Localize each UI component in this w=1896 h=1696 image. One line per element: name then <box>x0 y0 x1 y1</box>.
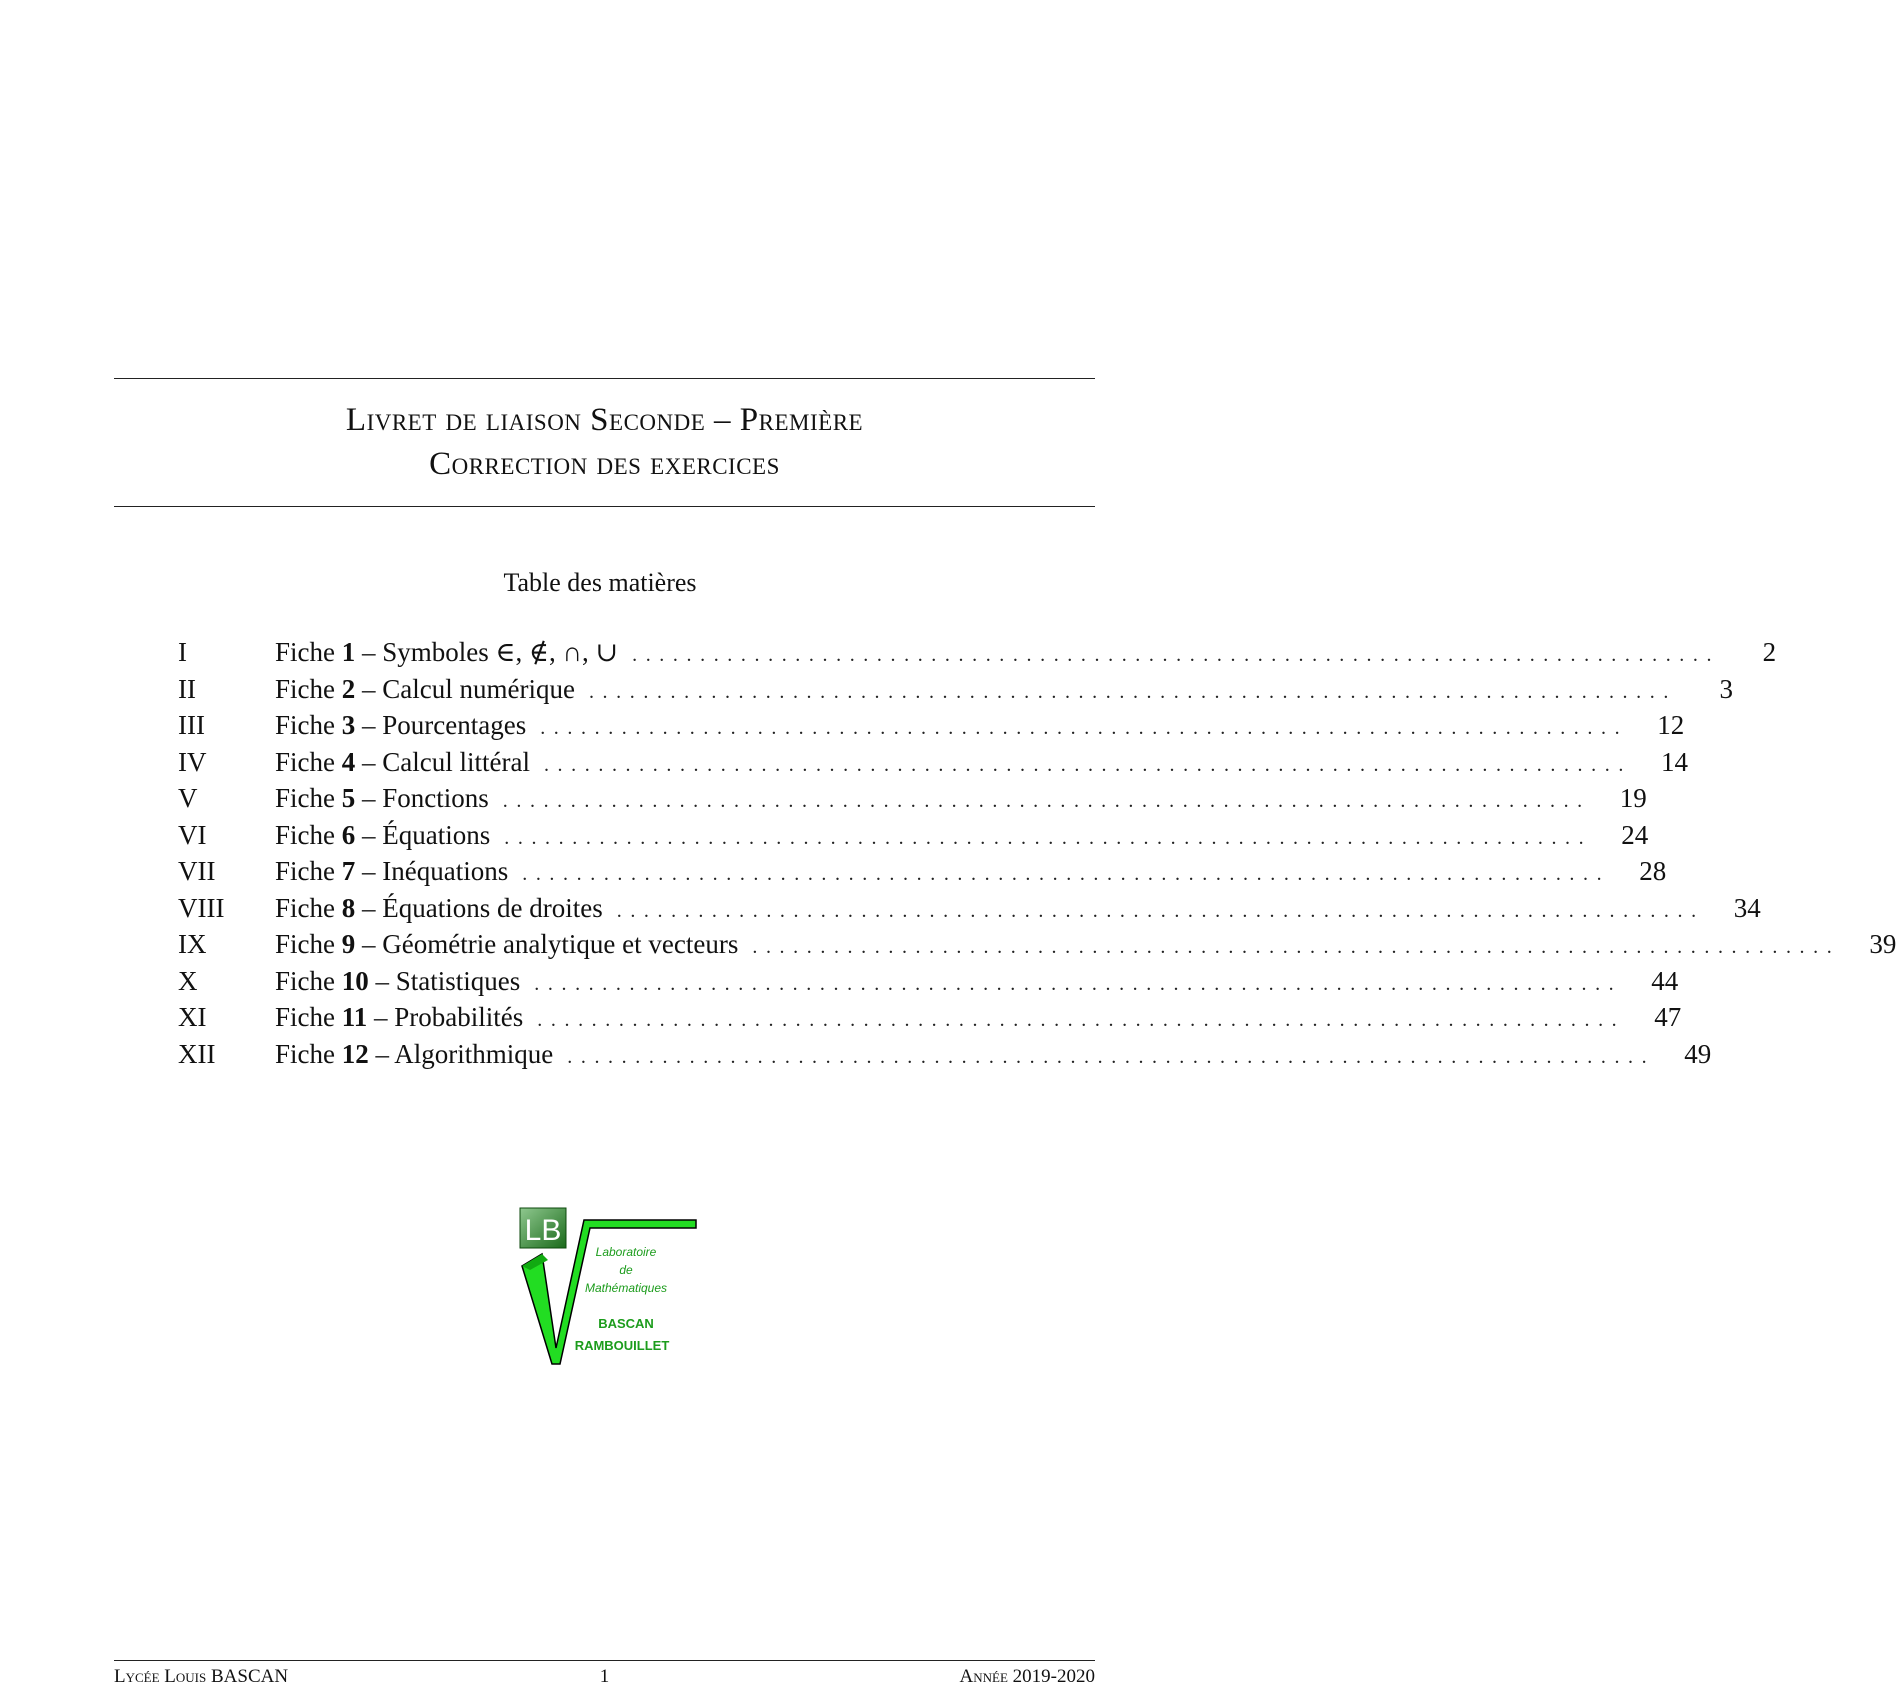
toc-entry[interactable] <box>178 999 1682 1036</box>
toc-entry[interactable] <box>178 671 1733 708</box>
footer-year: Année 2019-2020 <box>959 1666 1095 1687</box>
toc-entry[interactable] <box>178 744 1688 781</box>
toc-entry-number: III <box>178 710 205 740</box>
toc-entry-number: VI <box>178 819 207 850</box>
toc-dot-leader: ................................................................................ <box>504 826 1593 849</box>
toc-entry-fiche-number: 1 <box>341 637 356 667</box>
toc-dot-leader: ................................................................................ <box>616 899 1705 922</box>
toc-entry-fiche-number: 6 <box>341 819 356 850</box>
toc-entry-prefix: Fiche <box>275 710 335 740</box>
toc-entry-page: 12 <box>1657 710 1685 740</box>
toc-dot-leader: ................................................................................ <box>567 1045 1656 1068</box>
toc-entry[interactable] <box>178 853 1667 890</box>
toc-entry-label: – Équations <box>355 819 491 850</box>
toc-entry-number: V <box>178 783 198 813</box>
toc-entry-prefix: Fiche <box>275 1038 335 1069</box>
toc-entry-title <box>275 999 523 1036</box>
toc-entry-fiche-number: 4 <box>341 746 356 777</box>
toc-dot-leader: ................................................................................ <box>543 753 1632 776</box>
toc-entry-prefix: Fiche <box>275 673 335 704</box>
page-footer <box>114 1666 1095 1690</box>
toc-entry-title <box>275 963 520 1000</box>
toc-dot-leader: ................................................................................ <box>522 863 1611 885</box>
toc-entry-fiche-number: 2 <box>341 673 356 704</box>
toc-entry-number: XII <box>178 1038 216 1069</box>
toc-dot-leader: ................................................................................ <box>540 717 1629 739</box>
title-bottom-rule <box>114 506 1095 507</box>
toc-entry-label: – Pourcentages <box>355 710 527 740</box>
toc-entry-prefix: Fiche <box>275 856 335 886</box>
toc-dot-leader: ................................................................................ <box>632 644 1721 666</box>
toc-entry-title <box>275 707 526 744</box>
toc-entry[interactable] <box>178 926 1896 963</box>
toc-dot-leader: ................................................................................ <box>534 972 1623 995</box>
toc-entry-title <box>275 780 489 817</box>
toc-entry-title <box>275 671 575 708</box>
toc-entry-fiche-number: 7 <box>341 856 356 886</box>
toc-entry-title <box>275 926 738 963</box>
footer-school: Lycée Louis BASCAN <box>114 1666 289 1687</box>
toc-entry-fiche-number: 10 <box>341 965 369 996</box>
footer-page-number: 1 <box>599 1666 610 1687</box>
toc-entry[interactable] <box>178 890 1761 927</box>
toc-dot-leader: ................................................................................ <box>588 680 1677 703</box>
toc-entry-page: 49 <box>1684 1038 1712 1069</box>
toc-entry-fiche-number: 8 <box>341 892 356 923</box>
toc-entry-page: 39 <box>1869 929 1896 959</box>
toc-entry-number: VII <box>178 856 216 886</box>
toc-entry-title <box>275 853 508 890</box>
toc-entry-page: 19 <box>1619 783 1647 813</box>
toc-dot-leader: ................................................................................ <box>537 1009 1626 1031</box>
toc-entry-title <box>275 817 490 854</box>
toc-entry-prefix: Fiche <box>275 819 335 850</box>
toc-entry-prefix: Fiche <box>275 929 335 959</box>
toc-dot-leader: ................................................................................ <box>502 790 1591 812</box>
toc-entry-title <box>275 890 603 927</box>
toc-entry-label: – Fonctions <box>355 783 489 813</box>
toc-entry[interactable] <box>178 817 1649 854</box>
toc-entry-prefix: Fiche <box>275 746 335 777</box>
toc-entry-page: 47 <box>1654 1002 1682 1032</box>
logo-line-5: RAMBOUILLET <box>574 1338 670 1353</box>
toc-entry-label: – Équations de droites <box>355 892 603 923</box>
title-line-2: Correction des exercices <box>429 446 780 482</box>
logo-line-4: BASCAN <box>598 1316 654 1331</box>
toc-entry[interactable] <box>178 963 1679 1000</box>
toc-entry-prefix: Fiche <box>275 1002 335 1032</box>
toc-entry-fiche-number: 9 <box>341 929 356 959</box>
toc-dot-leader: ................................................................................ <box>752 936 1841 958</box>
toc-entry-page: 34 <box>1733 892 1761 923</box>
toc-entry-prefix: Fiche <box>275 783 335 813</box>
toc-entry-label: – Calcul littéral <box>355 746 530 777</box>
toc-entry[interactable] <box>178 634 1777 671</box>
logo-line-1: Laboratoire <box>595 1245 657 1259</box>
toc-entry-number: IV <box>178 746 207 777</box>
toc-entry-label: – Probabilités <box>367 1002 524 1032</box>
toc-entry-label: – Algorithmique <box>368 1038 554 1069</box>
toc-entry-number: IX <box>178 929 207 959</box>
footer-rule <box>114 1660 1095 1661</box>
toc-entry-number: I <box>178 637 187 667</box>
table-of-contents <box>178 634 1896 1072</box>
logo-line-2: de <box>619 1263 633 1277</box>
toc-entry-number: XI <box>178 1002 207 1032</box>
toc-entry-title <box>275 634 618 671</box>
toc-entry-fiche-number: 3 <box>341 710 356 740</box>
toc-entry-page: 24 <box>1621 819 1649 850</box>
toc-heading: Table des matières <box>503 568 697 597</box>
toc-entry[interactable] <box>178 1036 1712 1073</box>
toc-entry-label: – Symboles ∈, ∉, ∩, ∪ <box>355 637 619 667</box>
logo-line-3: Mathématiques <box>584 1281 668 1295</box>
lab-logo <box>518 1206 698 1366</box>
toc-entry-label: – Inéquations <box>355 856 509 886</box>
toc-entry[interactable] <box>178 780 1647 817</box>
title-block <box>114 398 1095 486</box>
title-line-1: Livret de liaison Seconde – Première <box>345 402 864 438</box>
toc-entry-page: 44 <box>1651 965 1679 996</box>
toc-entry-label: – Calcul numérique <box>355 673 575 704</box>
toc-entry-page: 3 <box>1719 673 1733 704</box>
toc-entry-title <box>275 744 530 781</box>
toc-entry-number: X <box>178 965 198 996</box>
title-top-rule <box>114 378 1095 379</box>
toc-entry-prefix: Fiche <box>275 637 335 667</box>
toc-entry[interactable] <box>178 707 1685 744</box>
toc-entry-page: 14 <box>1660 746 1688 777</box>
toc-entry-number: II <box>178 673 196 704</box>
logo-initials: LB <box>524 1214 562 1247</box>
toc-entry-label: – Géométrie analytique et vecteurs <box>355 929 739 959</box>
toc-entry-page: 28 <box>1639 856 1667 886</box>
toc-entry-prefix: Fiche <box>275 892 335 923</box>
toc-entry-fiche-number: 5 <box>341 783 356 813</box>
toc-entry-fiche-number: 12 <box>341 1038 369 1069</box>
toc-entry-fiche-number: 11 <box>341 1002 368 1032</box>
toc-entry-number: VIII <box>178 892 225 923</box>
toc-entry-prefix: Fiche <box>275 965 335 996</box>
toc-entry-label: – Statistiques <box>368 965 521 996</box>
toc-entry-page: 2 <box>1762 637 1777 667</box>
toc-entry-title <box>275 1036 553 1073</box>
